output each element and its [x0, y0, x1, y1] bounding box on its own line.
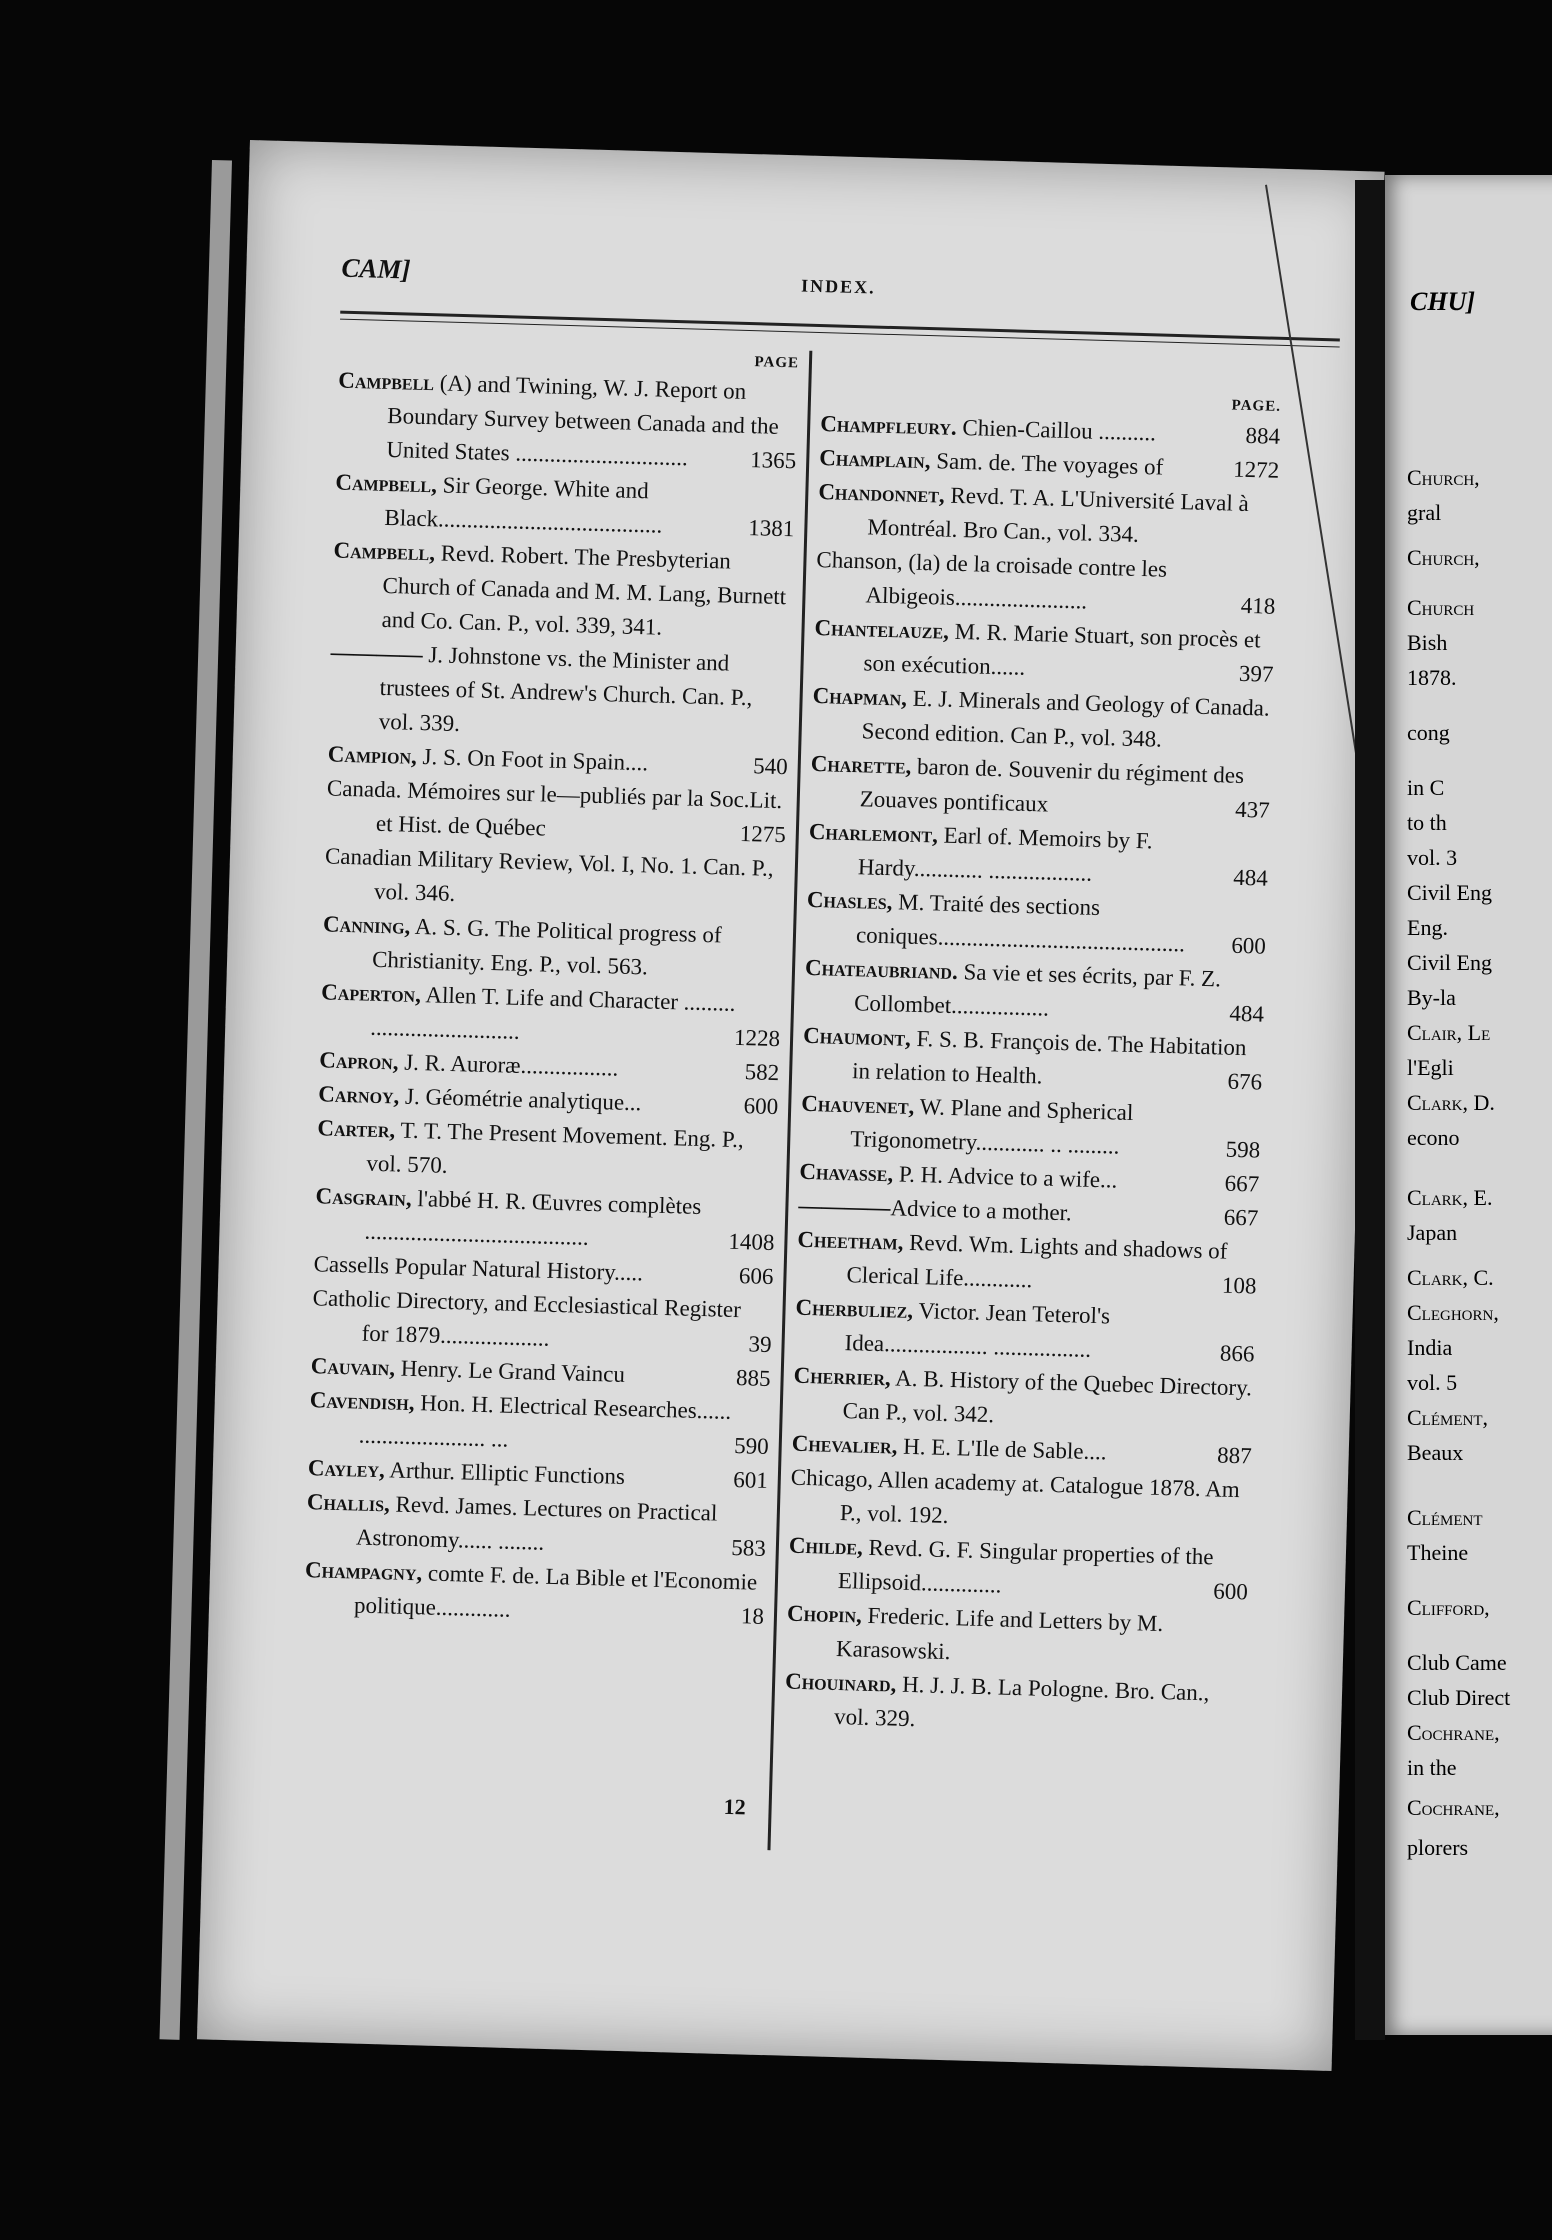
entry-text: J. Géométrie analytique... — [399, 1083, 642, 1116]
index-entry — [811, 679, 1273, 760]
facing-page-fragment: econo — [1407, 1125, 1460, 1150]
index-entry — [788, 1529, 1250, 1610]
entry-page-number: 108 — [1221, 1272, 1257, 1299]
index-entry — [792, 1359, 1254, 1440]
entry-text: A. S. G. The Political progress of Christianity. Eng. P., vol. 563. — [371, 913, 722, 980]
index-entry — [331, 534, 794, 649]
facing-page-fragment: Cochrane, — [1407, 1795, 1500, 1820]
running-head-title: INDEX. — [800, 275, 876, 298]
entry-heading: Champfleury. — [819, 411, 958, 440]
entry-text: Henry. Le Grand Vaincu — [394, 1355, 626, 1387]
entry-heading: Carter, — [317, 1115, 396, 1143]
entry-page-number: 18 — [740, 1603, 765, 1629]
index-entry — [802, 1019, 1264, 1100]
facing-page-fragment: Clark, E. — [1407, 1185, 1493, 1210]
index-entry — [794, 1291, 1256, 1372]
entry-page-number: 884 — [1245, 422, 1281, 449]
index-entry — [336, 364, 799, 479]
left-column — [304, 343, 800, 1634]
facing-page-fragment: Beaux — [1407, 1440, 1464, 1465]
entry-page-number: 606 — [738, 1263, 774, 1290]
entry-heading: Childe, — [788, 1532, 864, 1560]
entry-page-number: 1272 — [1232, 456, 1280, 483]
entry-text: Cassells Popular Natural History..... — [313, 1251, 644, 1286]
facing-page-fragment: Clément, — [1407, 1405, 1488, 1430]
index-entry — [308, 1383, 770, 1464]
facing-page-fragment: plorers — [1407, 1835, 1469, 1860]
facing-page-fragment: vol. 3 — [1407, 845, 1458, 870]
entry-text: Canada. Mémoires sur le—publiés par la Soc.Lit. et Hist. de Québec — [326, 775, 783, 841]
running-head-left: CAM] — [341, 252, 411, 285]
entry-heading: Chouinard, — [784, 1668, 897, 1697]
entry-text: Chien-Caillou .......... — [956, 414, 1157, 446]
entry-page-number: 437 — [1234, 796, 1271, 823]
entry-text: l'abbé H. R. Œuvres complètes ....................................... — [364, 1185, 702, 1250]
entry-heading: Cheetham, — [797, 1226, 904, 1255]
facing-page-fragment: in the — [1407, 1755, 1457, 1780]
entry-text: H. J. J. B. La Pologne. Bro. Can., vol. 329. — [833, 1671, 1210, 1732]
facing-page-fragment: By-la — [1407, 985, 1456, 1010]
entry-page-number: 600 — [1213, 1578, 1249, 1605]
entry-page-number: 397 — [1238, 660, 1274, 687]
entry-page-number: 866 — [1219, 1340, 1255, 1367]
entry-text: Advice to a mother. — [890, 1195, 1073, 1226]
entry-heading: Campbell, — [333, 537, 436, 566]
entry-heading: Campbell, — [335, 469, 438, 498]
entry-heading: Chandonnet, — [818, 479, 946, 508]
header-rule-thin — [340, 319, 1340, 348]
entry-text: Chicago, Allen academy at. Catalogue 1878. Am P., vol. 192. — [790, 1464, 1241, 1529]
facing-page-fragment: in C — [1407, 775, 1445, 800]
entry-page-number: 885 — [735, 1365, 771, 1392]
index-entry — [813, 611, 1275, 692]
entry-text: Revd. G. F. Singular properties of the Ellipsoid.............. — [837, 1534, 1214, 1598]
entry-heading: Chavasse, — [799, 1158, 894, 1187]
index-page — [197, 140, 1385, 2071]
entry-text: Canadian Military Review, Vol. I, No. 1. Can. P., vol. 346. — [324, 843, 774, 907]
entry-heading: Champlain, — [819, 445, 931, 474]
entry-page-number: 887 — [1216, 1442, 1252, 1469]
entry-text: Allen T. Life and Character ......... .......................... — [369, 982, 736, 1044]
entry-text: M. Traité des sections coniques........................................... — [855, 889, 1186, 957]
right-entries — [784, 407, 1281, 1745]
entry-heading: ———— — [330, 639, 424, 668]
index-entry — [314, 1179, 776, 1260]
facing-page-fragment: Japan — [1407, 1220, 1458, 1245]
page-label-left: PAGE — [754, 354, 800, 372]
entry-heading: Chevalier, — [791, 1430, 898, 1459]
entry-text: T. T. The Present Movement. Eng. P., vol. 570. — [366, 1117, 745, 1178]
index-entry — [789, 1461, 1251, 1542]
entry-page-number: 667 — [1224, 1170, 1260, 1197]
facing-page-fragment: Bish — [1407, 630, 1448, 655]
entry-text: Earl of. Memoirs by F. Hardy............ .................. — [857, 822, 1153, 886]
entry-page-number: 1228 — [733, 1024, 781, 1052]
entry-heading: Casgrain, — [315, 1183, 413, 1211]
facing-page-fragment: Church, — [1407, 465, 1480, 490]
entry-page-number: 600 — [1231, 932, 1267, 959]
entry-text: Revd. Wm. Lights and shadows of Clerical Life............ — [846, 1229, 1228, 1293]
entry-text: A. B. History of the Quebec Directory. Can P., vol. 342. — [842, 1365, 1253, 1428]
left-entries — [304, 364, 799, 1634]
entry-text: Revd. Robert. The Presbyterian Church of Canada and M. M. Lang, Burnett and Co. Can. P., vol. 339, 341. — [381, 540, 787, 640]
entry-heading: Cherrier, — [793, 1362, 892, 1391]
entry-text: M. R. Marie Stuart, son procès et son exécution...... — [863, 618, 1261, 680]
entry-heading: Chauvenet, — [800, 1090, 915, 1119]
entry-heading: Carnoy, — [318, 1081, 400, 1109]
right-column — [784, 386, 1281, 1745]
entry-text: Catholic Directory, and Ecclesiastical Register for 1879................... — [312, 1285, 742, 1351]
entry-page-number: 601 — [732, 1467, 769, 1493]
facing-page-fragment: 1878. — [1407, 665, 1457, 690]
index-entry — [800, 1087, 1262, 1168]
entry-page-number: 1365 — [749, 447, 797, 474]
entry-heading: Cavendish, — [309, 1387, 415, 1416]
entry-page-number: 484 — [1232, 864, 1269, 891]
entry-text: Revd. T. A. L'Université Laval à Montréal. Bro Can., vol. 334. — [867, 482, 1250, 547]
facing-page-fragment: Club Came — [1407, 1650, 1507, 1675]
index-entry — [796, 1223, 1258, 1304]
entry-page-number: 540 — [752, 753, 789, 780]
index-entry — [304, 1553, 766, 1634]
index-entry — [328, 635, 791, 750]
entry-heading: Cherbuliez, — [795, 1294, 914, 1323]
entry-text: Sam. de. The voyages of — [930, 448, 1164, 480]
entry-heading: Campion, — [327, 741, 418, 769]
index-entry — [807, 815, 1269, 896]
index-entry — [806, 883, 1268, 964]
entry-text: Hon. H. Electrical Researches...... ...................... ... — [358, 1390, 732, 1452]
facing-page-fragment: to th — [1407, 810, 1447, 835]
entry-text: J. R. Auroræ................. — [398, 1049, 619, 1081]
facing-page-fragment: Civil Eng — [1407, 950, 1492, 975]
entry-heading: Challis, — [306, 1489, 391, 1517]
entry-page-number: 598 — [1225, 1136, 1261, 1163]
entry-text: J. Johnstone vs. the Minister and trustees of St. Andrew's Church. Can. P., vol. 339. — [378, 642, 753, 737]
book-gutter — [1355, 180, 1385, 2040]
entry-page-number: 600 — [743, 1093, 779, 1120]
entry-text: J. S. On Foot in Spain.... — [416, 743, 649, 776]
entry-page-number: 667 — [1223, 1204, 1259, 1231]
facing-page-fragment: Church, — [1407, 545, 1480, 570]
entry-page-number: 484 — [1229, 1000, 1265, 1027]
entry-page-number: 583 — [731, 1534, 767, 1561]
facing-page-fragment: Clément — [1407, 1505, 1483, 1530]
facing-page-fragment: Theine — [1407, 1540, 1469, 1565]
facing-page-fragment: cong — [1407, 720, 1450, 745]
entry-heading: Chantelauze, — [814, 614, 950, 644]
entry-heading: Charette, — [810, 750, 912, 779]
entry-heading: Cayley, — [307, 1455, 386, 1483]
index-entry — [786, 1597, 1248, 1678]
facing-page-fragment: Civil Eng — [1407, 880, 1492, 905]
facing-page-running-head: CHU] — [1410, 287, 1475, 316]
index-entry — [804, 951, 1266, 1032]
entry-text: E. J. Minerals and Geology of Canada. Second edition. Can P., vol. 348. — [861, 685, 1271, 752]
index-entry — [815, 543, 1277, 624]
entry-heading: Chopin, — [786, 1600, 863, 1628]
entry-text: Arthur. Elliptic Functions — [384, 1457, 626, 1489]
index-entry — [306, 1485, 768, 1566]
entry-text: Chanson, (la) de la croisade contre les Albigeois....................... — [816, 546, 1168, 614]
facing-page-fragment: gral — [1407, 500, 1442, 525]
facing-page-fragment: Clark, D. — [1407, 1090, 1495, 1115]
entry-heading: Capron, — [318, 1047, 399, 1075]
entry-page-number: 590 — [733, 1433, 770, 1459]
entry-text: baron de. Souvenir du régiment des Zouaves pontificaux — [859, 753, 1245, 817]
index-entry — [326, 771, 788, 852]
entry-heading: Chasles, — [806, 886, 893, 915]
entry-heading: Caperton, — [320, 979, 422, 1008]
index-entry — [322, 907, 784, 988]
facing-page-fragment: India — [1407, 1335, 1453, 1360]
page-number: 12 — [723, 1793, 746, 1820]
index-entry — [324, 839, 786, 920]
facing-page-fragment: vol. 5 — [1407, 1370, 1458, 1395]
index-entry — [320, 975, 782, 1056]
entry-heading: Cauvain, — [310, 1353, 396, 1381]
entry-page-number: 418 — [1240, 592, 1276, 619]
entry-page-number: 1408 — [728, 1228, 775, 1256]
entry-page-number: 582 — [744, 1059, 780, 1086]
index-entry — [316, 1111, 778, 1192]
entry-text: F. S. B. François de. The Habitation in relation to Health. — [851, 1025, 1247, 1089]
index-entry — [817, 475, 1279, 556]
index-entry — [311, 1281, 773, 1362]
facing-page-fragment: Clair, Le — [1407, 1020, 1491, 1045]
entry-heading: Chapman, — [812, 682, 908, 711]
index-entry — [809, 747, 1271, 828]
facing-page — [1385, 175, 1552, 2035]
facing-page-fragment: Club Direct — [1407, 1685, 1511, 1710]
entry-page-number: 676 — [1227, 1068, 1263, 1095]
entry-text: W. Plane and Spherical Trigonometry............ .. ......... — [850, 1093, 1134, 1159]
entry-heading: ———— — [798, 1192, 891, 1221]
facing-page-fragment: Eng. — [1407, 915, 1448, 940]
facing-page-fragment: Cochrane, — [1407, 1720, 1500, 1745]
index-entry — [784, 1665, 1246, 1746]
entry-heading: Chaumont, — [802, 1022, 912, 1051]
entry-text: (A) and Twining, W. J. Report on Boundary Survey between Canada and the United States .............................. — [386, 370, 780, 471]
entry-text: comte F. de. La Bible et l'Economie politique............. — [353, 1560, 758, 1622]
entry-text: P. H. Advice to a wife... — [892, 1161, 1118, 1193]
entry-text: Frederic. Life and Letters by M. Karasowski. — [835, 1602, 1164, 1665]
entry-heading: Charlemont, — [808, 818, 939, 848]
entry-text: Sa vie et ses écrits, par F. Z. Collombet................. — [853, 959, 1222, 1021]
entry-text: Revd. James. Lectures on Practical Astronomy...... ........ — [355, 1491, 718, 1555]
entry-text: Victor. Jean Teterol's Idea.................. ................. — [844, 1297, 1111, 1362]
entry-page-number: 1275 — [739, 820, 787, 848]
facing-page-fragment: l'Egli — [1407, 1055, 1454, 1080]
entry-heading: Canning, — [322, 911, 411, 939]
page-label-right: PAGE. — [1231, 397, 1282, 415]
header-rule — [340, 311, 1340, 342]
entry-text: H. E. L'Ile de Sable.... — [897, 1433, 1107, 1465]
facing-page-fragment: Clark, C. — [1407, 1265, 1494, 1290]
entry-page-number: 39 — [748, 1331, 772, 1358]
entry-text: Sir George. White and Black....................................... — [384, 472, 663, 538]
entry-heading: Champagny, — [304, 1557, 423, 1586]
index-entry — [334, 466, 796, 547]
facing-page-fragment: Clifford, — [1407, 1595, 1490, 1620]
facing-page-fragment: Cleghorn, — [1407, 1300, 1499, 1325]
entry-page-number: 1381 — [748, 515, 795, 542]
entry-heading: Campbell — [337, 367, 435, 396]
entry-heading: Chateaubriand. — [804, 954, 959, 985]
facing-page-fragment: Church — [1407, 595, 1475, 620]
